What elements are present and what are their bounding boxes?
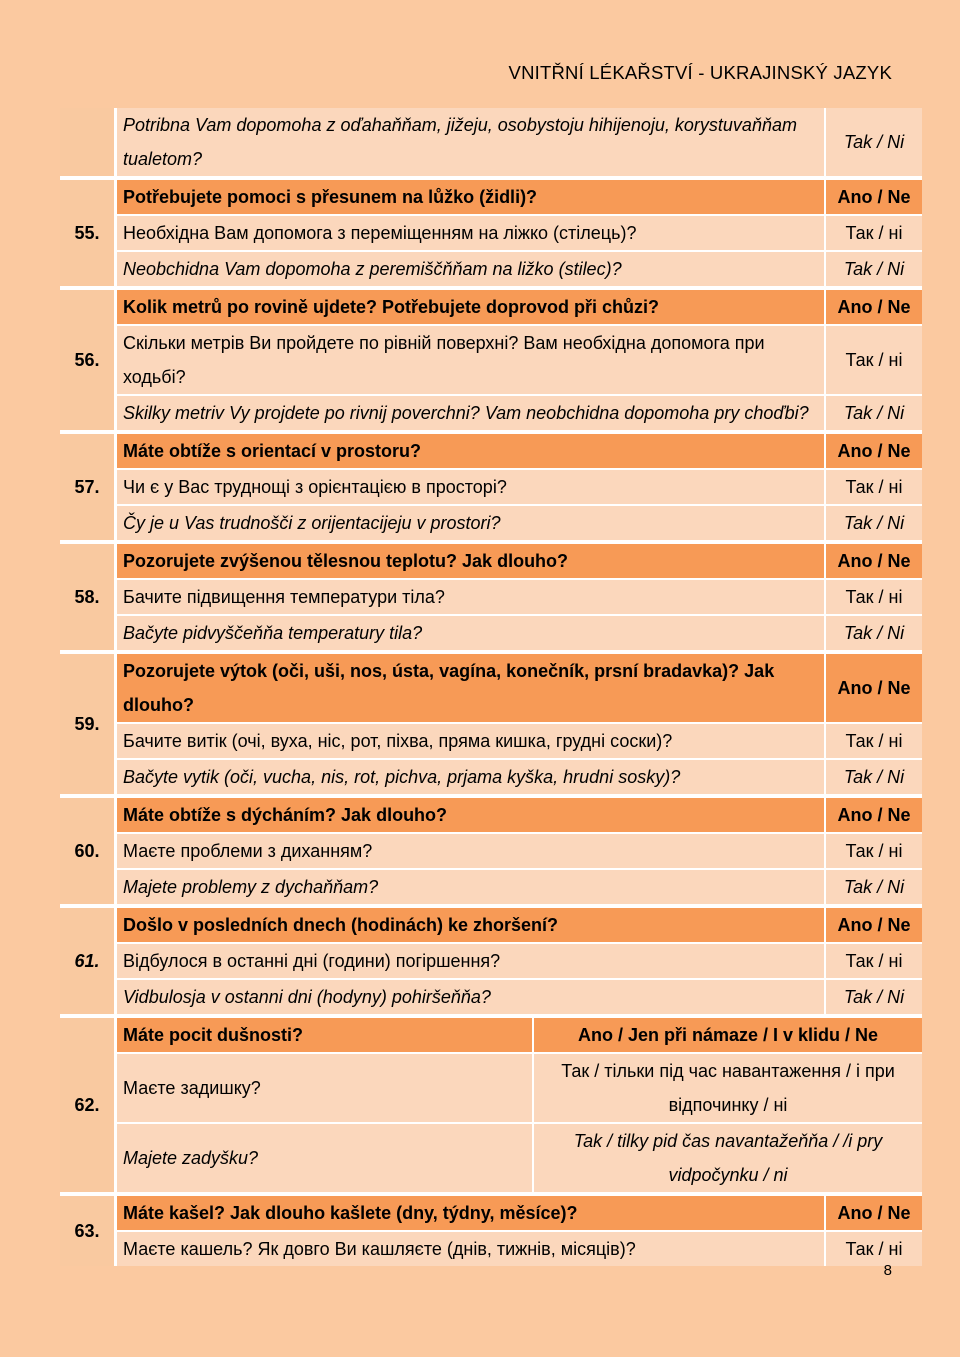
answer-options: Ano / Ne (824, 434, 922, 468)
question-row-ukrainian (117, 1052, 922, 1122)
answer-options: Ano / Ne (824, 908, 922, 942)
question-number: 58. (60, 544, 114, 650)
answer-options: Tak / Ni (824, 870, 922, 904)
answer-options: Ano / Ne (824, 180, 922, 214)
answer-options: Так / ні (824, 1232, 922, 1266)
question-row-ukrainian (117, 578, 922, 614)
question-group (60, 1196, 922, 1266)
question-row-transliteration (117, 758, 922, 794)
answer-options: Так / ні (824, 326, 922, 394)
question-group (60, 544, 922, 654)
question-number (60, 108, 114, 176)
page-number: 8 (883, 1262, 892, 1279)
question-number: 59. (60, 654, 114, 794)
answer-options: Tak / Ni (824, 616, 922, 650)
answer-options: Так / ні (824, 944, 922, 978)
question-text: Скільки метрів Ви пройдете по рівній поверхні? Вам необхідна допомога при ходьбі? (123, 333, 765, 387)
question-row-czech (117, 908, 922, 942)
answer-options: Tak / tilky pid čas navantažeňňa / /i pry vidpočynku / ni (532, 1124, 922, 1192)
answer-options: Ano / Ne (824, 290, 922, 324)
answer-options: Ano / Ne (824, 544, 922, 578)
question-text: Čy je u Vas trudnošči z orijentacijeju v prostori? (123, 513, 501, 533)
answer-options: Tak / Ni (824, 396, 922, 430)
question-group (60, 180, 922, 290)
answer-options: Так / тільки під час навантаження / і при відпочинку / ні (532, 1054, 922, 1122)
document-header-title: VNITŘNÍ LÉKAŘSTVÍ - UKRAJINSKÝ JAZYK (508, 62, 892, 83)
question-text: Potřebujete pomoci s přesunem na lůžko (židli)? (123, 187, 538, 207)
answer-options: Tak / Ni (824, 252, 922, 286)
question-text: Máte obtíže s dýcháním? Jak dlouho? (123, 805, 448, 825)
answer-options: Tak / Ni (824, 980, 922, 1014)
answer-options: Tak / Ni (824, 108, 922, 176)
question-row-czech (117, 798, 922, 832)
question-text: Bačyte vytik (oči, vucha, nis, rot, pichva, prjama kyška, hrudni sosky)? (123, 767, 681, 787)
question-text: Máte kašel? Jak dlouho kašlete (dny, týdny, měsíce)? (123, 1203, 578, 1223)
question-row-ukrainian (117, 942, 922, 978)
question-group (60, 1018, 922, 1196)
answer-options: Так / ні (824, 580, 922, 614)
question-row-transliteration (117, 1122, 922, 1192)
question-row-ukrainian (117, 468, 922, 504)
question-text: Skilky metriv Vy projdete po rivnij poverchni? Vam neobchidna dopomoha pry choďbi? (123, 403, 809, 423)
question-group (60, 654, 922, 798)
answer-options: Так / ні (824, 724, 922, 758)
question-text: Маєте задишку? (123, 1078, 261, 1098)
question-group (60, 798, 922, 908)
answer-options: Ano / Ne (824, 654, 922, 722)
question-text: Máte obtíže s orientací v prostoru? (123, 441, 422, 461)
question-text: Маєте кашель? Як довго Ви кашляєте (днів, тижнів, місяців)? (123, 1239, 636, 1259)
question-number: 56. (60, 290, 114, 430)
question-row-czech (117, 180, 922, 214)
question-text: Potribna Vam dopomoha z oďahaňňam, jižeju, osobystoju hihijenoju, korystuvaňňam tualetom? (123, 115, 797, 169)
question-number: 60. (60, 798, 114, 904)
question-text: Pozorujete zvýšenou tělesnou teplotu? Jak dlouho? (123, 551, 569, 571)
question-row-ukrainian (117, 214, 922, 250)
question-text: Majete problemy z dychaňňam? (123, 877, 379, 897)
question-text: Відбулося в останні дні (години) погіршення? (123, 951, 501, 971)
question-group (60, 434, 922, 544)
answer-options: Ano / Jen při námaze / I v klidu / Ne (532, 1018, 922, 1052)
question-text: Бачите витік (очі, вуха, ніс, рот, піхва, пряма кишка, грудні соски)? (123, 731, 673, 751)
answer-options: Ano / Ne (824, 798, 922, 832)
question-text: Máte pocit dušnosti? (123, 1025, 303, 1045)
question-group (60, 290, 922, 434)
answer-options: Так / ні (824, 216, 922, 250)
question-text: Bačyte pidvyščeňňa temperatury tila? (123, 623, 423, 643)
question-text: Чи є у Вас труднощі з орієнтацією в просторі? (123, 477, 507, 497)
question-row-czech (117, 654, 922, 722)
question-row-czech (117, 290, 922, 324)
question-row-transliteration (117, 504, 922, 540)
question-row-ukrainian (117, 1230, 922, 1266)
question-text: Vidbulosja v ostanni dni (hodyny) pohiršeňňa? (123, 987, 491, 1007)
answer-options: Так / ні (824, 834, 922, 868)
question-row-ukrainian (117, 722, 922, 758)
question-text: Необхідна Вам допомога з переміщенням на ліжко (стілець)? (123, 223, 637, 243)
question-text: Pozorujete výtok (oči, uši, nos, ústa, vagína, konečník, prsní bradavka)? Jak dlouho? (123, 661, 775, 715)
question-row-czech (117, 544, 922, 578)
answer-options: Tak / Ni (824, 760, 922, 794)
question-row-transliteration (117, 978, 922, 1014)
question-text: Došlo v posledních dnech (hodinách) ke zhoršení? (123, 915, 559, 935)
question-number: 55. (60, 180, 114, 286)
question-text: Kolik metrů po rovině ujdete? Potřebujete doprovod při chůzi? (123, 297, 660, 317)
question-row-transliteration (117, 614, 922, 650)
question-text: Majete zadyšku? (123, 1148, 259, 1168)
answer-options: Tak / Ni (824, 506, 922, 540)
question-row-transliteration (117, 108, 922, 176)
question-group (60, 108, 922, 180)
question-text: Бачите підвищення температури тіла? (123, 587, 445, 607)
question-number: 57. (60, 434, 114, 540)
answer-options: Так / ні (824, 470, 922, 504)
question-number: 61. (60, 908, 114, 1014)
question-row-transliteration (117, 394, 922, 430)
question-row-ukrainian (117, 832, 922, 868)
question-text: Neobchidna Vam dopomoha z peremiščňňam na ližko (stilec)? (123, 259, 622, 279)
question-row-czech (117, 434, 922, 468)
question-row-transliteration (117, 250, 922, 286)
question-group (60, 908, 922, 1018)
question-text: Маєте проблеми з диханням? (123, 841, 373, 861)
question-row-czech (117, 1018, 922, 1052)
questionnaire-table (60, 108, 922, 1266)
answer-options: Ano / Ne (824, 1196, 922, 1230)
question-number: 63. (60, 1196, 114, 1266)
question-number: 62. (60, 1018, 114, 1192)
question-row-transliteration (117, 868, 922, 904)
question-row-czech (117, 1196, 922, 1230)
question-row-ukrainian (117, 324, 922, 394)
